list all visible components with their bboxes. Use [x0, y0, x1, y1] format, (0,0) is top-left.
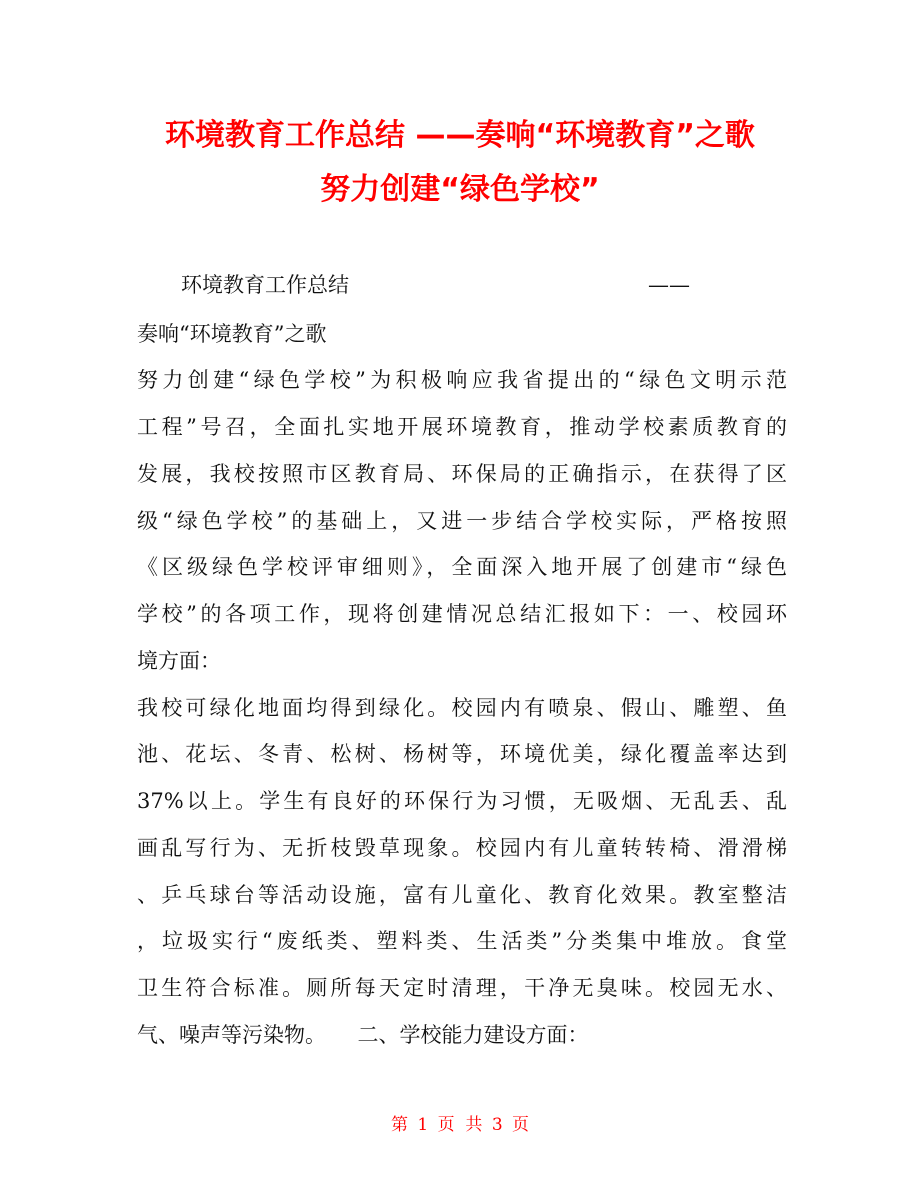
footer-page-number: 1 — [417, 1115, 429, 1135]
body-line: 努力创建“绿色学校”为积极响应我省提出的“绿色文明示范 — [137, 368, 787, 392]
footer-total-pages: 3 — [491, 1115, 503, 1135]
document-title-line-2: 努力创建“绿色学校” — [320, 172, 600, 207]
body-line: 奏响“环境教育”之歌 — [137, 322, 327, 346]
body-line: 发展，我校按照市区教育局、环保局的正确指示，在获得了区 — [137, 462, 787, 486]
body-line: 我校可绿化地面均得到绿化。校园内有喷泉、假山、雕塑、鱼 — [137, 696, 787, 720]
footer-middle: 页 共 — [437, 1115, 483, 1135]
body-line: 环境教育工作总结 — [181, 273, 349, 297]
body-line: 、乒乓球台等活动设施，富有儿童化、教育化效果。教室整洁 — [137, 883, 787, 907]
body-line: 境方面： — [137, 649, 221, 673]
body-line: 工程”号召，全面扎实地开展环境教育，推动学校素质教育的 — [137, 415, 787, 439]
body-line: ，垃圾实行“废纸类、塑料类、生活类”分类集中堆放。食堂 — [137, 929, 787, 953]
page-footer — [0, 1114, 920, 1136]
body-line: 级“绿色学校”的基础上，又进一步结合学校实际，严格按照 — [137, 509, 787, 533]
body-dash: —— — [648, 273, 690, 297]
footer-prefix: 第 — [390, 1115, 408, 1135]
body-line: 《区级绿色学校评审细则》，全面深入地开展了创建市“绿色 — [137, 555, 787, 579]
document-title-line-1: 环境教育工作总结 ——奏响“环境教育”之歌 — [165, 118, 755, 153]
body-line: 画乱写行为、无折枝毁草现象。校园内有儿童转转椅、滑滑梯 — [137, 836, 787, 860]
body-line: 卫生符合标准。厕所每天定时清理，干净无臭味。校园无水、 — [137, 976, 787, 1000]
body-line: 学校”的各项工作，现将创建情况总结汇报如下：一、校园环 — [137, 602, 787, 626]
footer-suffix: 页 — [512, 1115, 530, 1135]
body-line: 37%以上。学生有良好的环保行为习惯，无吸烟、无乱丢、乱 — [137, 789, 787, 813]
body-line: 气、噪声等污染物。 二、学校能力建设方面： — [137, 1023, 589, 1047]
body-line: 池、花坛、冬青、松树、杨树等，环境优美，绿化覆盖率达到 — [137, 742, 787, 766]
